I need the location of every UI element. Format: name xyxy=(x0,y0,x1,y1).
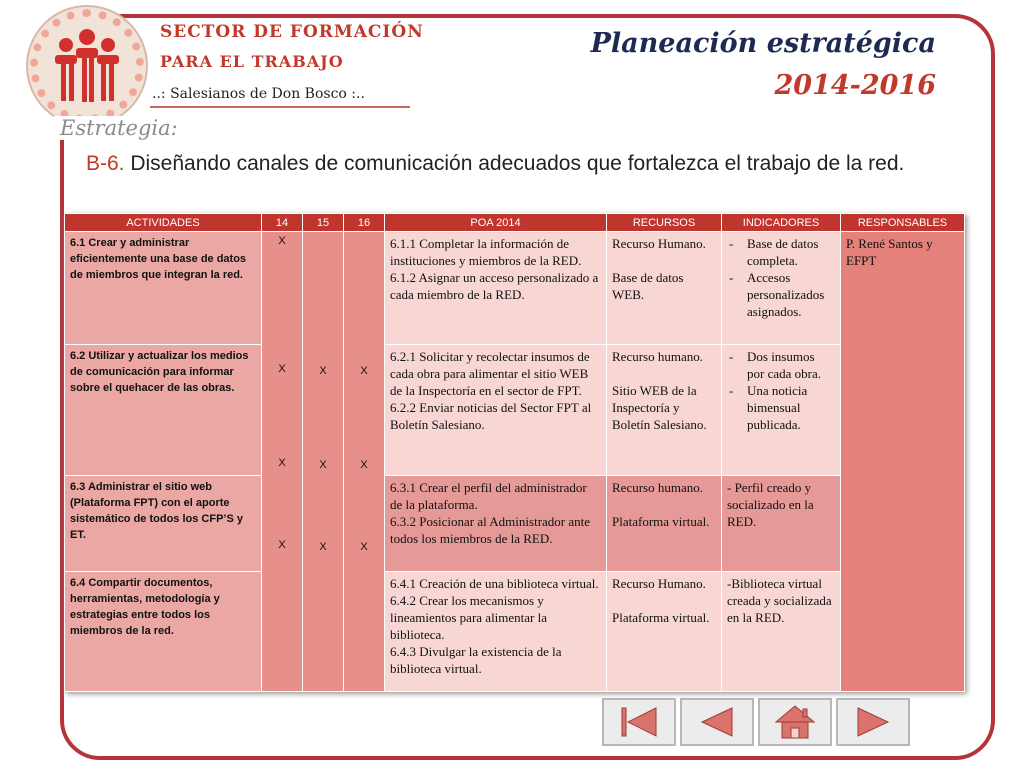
year-mark: X xyxy=(319,459,327,471)
resource-item: Plataforma virtual. xyxy=(612,514,710,529)
year-mark: X xyxy=(278,363,286,375)
year-mark: X xyxy=(360,365,368,377)
home-button[interactable] xyxy=(758,698,832,746)
org-title-line2: PARA EL TRABAJO xyxy=(160,52,344,71)
indicators-cell: - Perfil creado y socializado en la RED. xyxy=(722,476,841,572)
poa-item: 6.3.2 Posicionar al Administrador ante todos los miembros de la RED. xyxy=(390,514,591,546)
col-header-year-14: 14 xyxy=(262,214,303,232)
col-header-responsible: RESPONSABLES xyxy=(841,214,965,232)
col-header-year-15: 15 xyxy=(303,214,344,232)
section-label: Estrategia: xyxy=(54,116,184,140)
year-16-cell xyxy=(344,232,385,692)
resource-item: Recurso humano. xyxy=(612,349,703,364)
activity-cell: 6.3 Administrar el sitio web (Plataforma FPT) con el aporte sistemático de todos los CFP’S y ET. xyxy=(65,476,262,572)
poa-cell xyxy=(385,476,607,572)
people-icon xyxy=(28,7,146,125)
year-14-cell xyxy=(262,232,303,692)
plan-title: Planeación estratégica xyxy=(590,28,936,59)
year-mark: X xyxy=(319,541,327,553)
resources-cell xyxy=(607,345,722,476)
year-mark: X xyxy=(278,235,286,247)
resource-item: Recurso humano. xyxy=(612,480,703,495)
resources-cell xyxy=(607,572,722,692)
col-header-year-16: 16 xyxy=(344,214,385,232)
indicators-cell xyxy=(722,345,841,476)
col-header-activities: ACTIVIDADES xyxy=(65,214,262,232)
strategy-statement xyxy=(86,150,946,178)
strategy-code: B-6. xyxy=(86,152,125,175)
arrow-right-icon xyxy=(848,705,898,739)
year-15-cell xyxy=(303,232,344,692)
indicator-item: - Una noticia bimensual publicada. xyxy=(747,382,835,433)
poa-cell xyxy=(385,232,607,345)
activity-cell: 6.4 Compartir documentos, herramientas, metodología y estrategias entre todos los miembros de la red. xyxy=(65,572,262,692)
poa-item: 6.3.1 Crear el perfil del administrador de la plataforma. xyxy=(390,480,587,512)
table-row xyxy=(65,572,965,692)
activity-cell: 6.1 Crear y administrar eficientemente una base de datos de miembros que integran la red. xyxy=(65,232,262,345)
poa-item: 6.2.1 Solicitar y recolectar insumos de cada obra para alimentar el sitio WEB de la Inspectoría en el sector de FPT. xyxy=(390,349,590,398)
table-header-row xyxy=(65,214,965,232)
org-subtitle: ..: Salesianos de Don Bosco :.. xyxy=(152,86,365,102)
indicators-cell xyxy=(722,232,841,345)
arrow-left-icon xyxy=(692,705,742,739)
table-row xyxy=(65,345,965,476)
skip-back-icon xyxy=(614,705,664,739)
resources-cell xyxy=(607,232,722,345)
strategy-table xyxy=(64,213,965,692)
responsible-cell: P. René Santos y EFPT xyxy=(841,232,965,692)
resources-cell xyxy=(607,476,722,572)
table-row xyxy=(65,232,965,345)
indicator-item: - Dos insumos por cada obra. xyxy=(747,348,835,382)
next-slide-button[interactable] xyxy=(836,698,910,746)
poa-item: 6.1.1 Completar la información de instituciones y miembros de la RED. xyxy=(390,236,582,268)
poa-item: 6.4.2 Crear los mecanismos y lineamientos para alimentar la biblioteca. xyxy=(390,593,548,642)
year-mark: X xyxy=(278,457,286,469)
poa-item: 6.4.1 Creación de una biblioteca virtual. xyxy=(390,576,599,591)
strategy-text: Diseñando canales de comunicación adecuados que fortalezca el trabajo de la red. xyxy=(124,152,905,175)
indicators-cell: -Biblioteca virtual creada y socializada en la RED. xyxy=(722,572,841,692)
col-header-indicators: INDICADORES xyxy=(722,214,841,232)
resource-item: Sitio WEB de la Inspectoría y Boletín Salesiano. xyxy=(612,383,707,432)
year-mark: X xyxy=(360,459,368,471)
home-icon xyxy=(770,703,820,741)
previous-slide-button[interactable] xyxy=(680,698,754,746)
slide-navigation xyxy=(602,698,910,746)
year-mark: X xyxy=(278,539,286,551)
poa-item: 6.1.2 Asignar un acceso personalizado a cada miembro de la RED. xyxy=(390,270,599,302)
col-header-resources: RECURSOS xyxy=(607,214,722,232)
indicator-item: - Accesos personalizados asignados. xyxy=(747,269,835,320)
plan-years: 2014-2016 xyxy=(774,70,936,101)
poa-cell xyxy=(385,345,607,476)
organization-logo xyxy=(26,5,148,127)
org-title-line1: SECTOR DE FORMACIÓN xyxy=(160,22,424,42)
resource-item: Recurso Humano. xyxy=(612,576,706,591)
table-row xyxy=(65,476,965,572)
resource-item: Base de datos WEB. xyxy=(612,270,684,302)
activity-cell: 6.2 Utilizar y actualizar los medios de comunicación para informar sobre el quehacer de las obras. xyxy=(65,345,262,476)
poa-item: 6.4.3 Divulgar la existencia de la biblioteca virtual. xyxy=(390,644,562,676)
col-header-poa: POA 2014 xyxy=(385,214,607,232)
year-mark: X xyxy=(360,541,368,553)
first-slide-button[interactable] xyxy=(602,698,676,746)
year-mark: X xyxy=(319,365,327,377)
header-divider xyxy=(150,106,410,108)
poa-cell xyxy=(385,572,607,692)
resource-item: Plataforma virtual. xyxy=(612,610,710,625)
resource-item: Recurso Humano. xyxy=(612,236,706,251)
indicator-item: - Base de datos completa. xyxy=(747,235,835,269)
poa-item: 6.2.2 Enviar noticias del Sector FPT al Boletín Salesiano. xyxy=(390,400,592,432)
